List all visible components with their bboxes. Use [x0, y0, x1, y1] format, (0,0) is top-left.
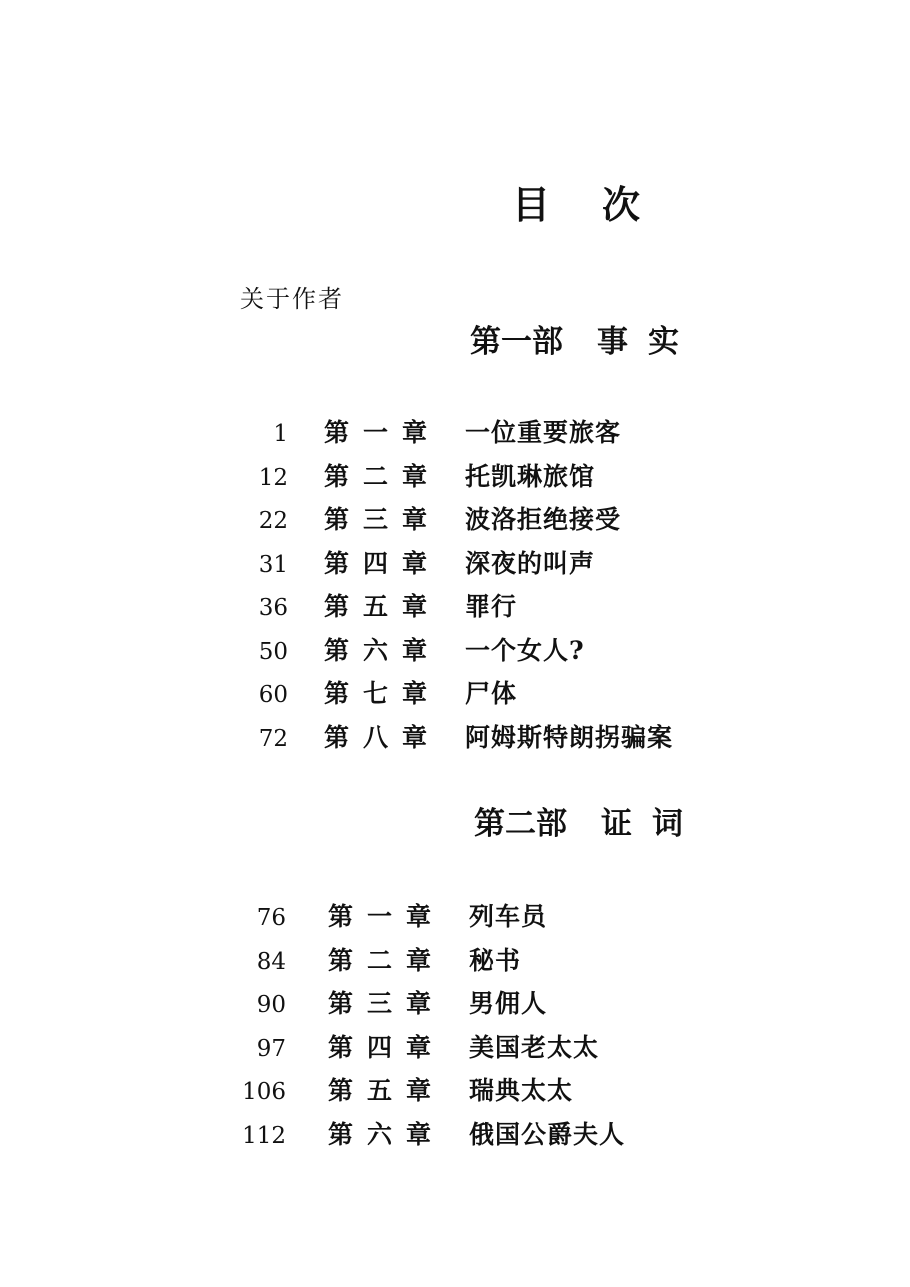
chapter-title: 列车员 — [469, 902, 548, 931]
toc-entry[interactable] — [240, 457, 596, 501]
part-number: 第二部 — [474, 806, 567, 842]
page-number: 50 — [258, 638, 288, 665]
chapter-title: 托凯琳旅馆 — [465, 461, 596, 491]
page-number: 106 — [242, 1079, 286, 1105]
page-number: 1 — [273, 421, 288, 447]
chapter-number: 第八章 — [324, 722, 442, 752]
page-number: 22 — [258, 508, 288, 534]
chapter-number: 第二章 — [328, 945, 446, 975]
chapter-list — [240, 413, 674, 761]
page-number: 84 — [256, 948, 286, 975]
chapter-title: 一位重要旅客 — [465, 418, 622, 447]
part-heading — [470, 322, 699, 362]
toc-entry[interactable] — [240, 413, 622, 457]
chapter-title: 阿姆斯特朗拐骗案 — [465, 722, 674, 752]
page-number: 112 — [242, 1122, 286, 1149]
part-name: 证词 — [601, 806, 703, 842]
chapter-number: 第一章 — [328, 902, 446, 931]
part-name: 事实 — [597, 324, 699, 360]
chapter-title: 尸体 — [465, 679, 518, 708]
chapter-number: 第三章 — [324, 505, 442, 534]
page-number: 72 — [258, 725, 288, 752]
chapter-list — [240, 897, 626, 1158]
chapter-title: 俄国公爵夫人 — [469, 1119, 626, 1149]
chapter-number: 第五章 — [324, 592, 442, 621]
chapter-number: 第一章 — [324, 418, 442, 447]
toc-entry[interactable] — [240, 718, 674, 762]
page-number: 97 — [256, 1035, 286, 1062]
page-number: 60 — [258, 682, 288, 708]
chapter-title: 波洛拒绝接受 — [465, 505, 622, 534]
toc-entry[interactable] — [240, 631, 585, 675]
chapter-number: 第七章 — [324, 679, 442, 708]
toc-entry[interactable] — [240, 1071, 574, 1115]
chapter-title: 男佣人 — [469, 989, 548, 1018]
chapter-title: 一个女人? — [465, 635, 585, 665]
toc-entry[interactable] — [240, 1115, 626, 1159]
toc-entry[interactable] — [240, 984, 548, 1028]
chapter-title: 瑞典太太 — [469, 1076, 574, 1105]
toc-entry[interactable] — [240, 500, 622, 544]
chapter-number: 第六章 — [328, 1119, 446, 1149]
part-number: 第一部 — [470, 324, 563, 360]
chapter-number: 第四章 — [328, 1032, 446, 1062]
part-heading — [474, 804, 703, 844]
page-number: 76 — [256, 905, 286, 931]
page-number: 36 — [258, 595, 288, 621]
chapter-title: 秘书 — [469, 945, 522, 975]
toc-entry[interactable] — [240, 1028, 600, 1072]
about-author-link[interactable]: 关于作者 — [240, 285, 344, 313]
toc-entry[interactable] — [240, 941, 522, 985]
page-number: 12 — [258, 464, 288, 491]
toc-entry[interactable] — [240, 897, 548, 941]
chapter-title: 罪行 — [465, 592, 518, 621]
chapter-title: 深夜的叫声 — [465, 548, 596, 578]
toc-entry[interactable] — [240, 674, 518, 718]
chapter-number: 第四章 — [324, 548, 442, 578]
chapter-number: 第二章 — [324, 461, 442, 491]
page-number: 31 — [258, 551, 288, 578]
chapter-number: 第六章 — [324, 635, 442, 665]
page-title: 目次 — [512, 182, 693, 227]
page-number: 90 — [256, 992, 286, 1018]
chapter-number: 第三章 — [328, 989, 446, 1018]
chapter-title: 美国老太太 — [469, 1032, 600, 1062]
toc-entry[interactable] — [240, 544, 596, 588]
chapter-number: 第五章 — [328, 1076, 446, 1105]
toc-entry[interactable] — [240, 587, 518, 631]
